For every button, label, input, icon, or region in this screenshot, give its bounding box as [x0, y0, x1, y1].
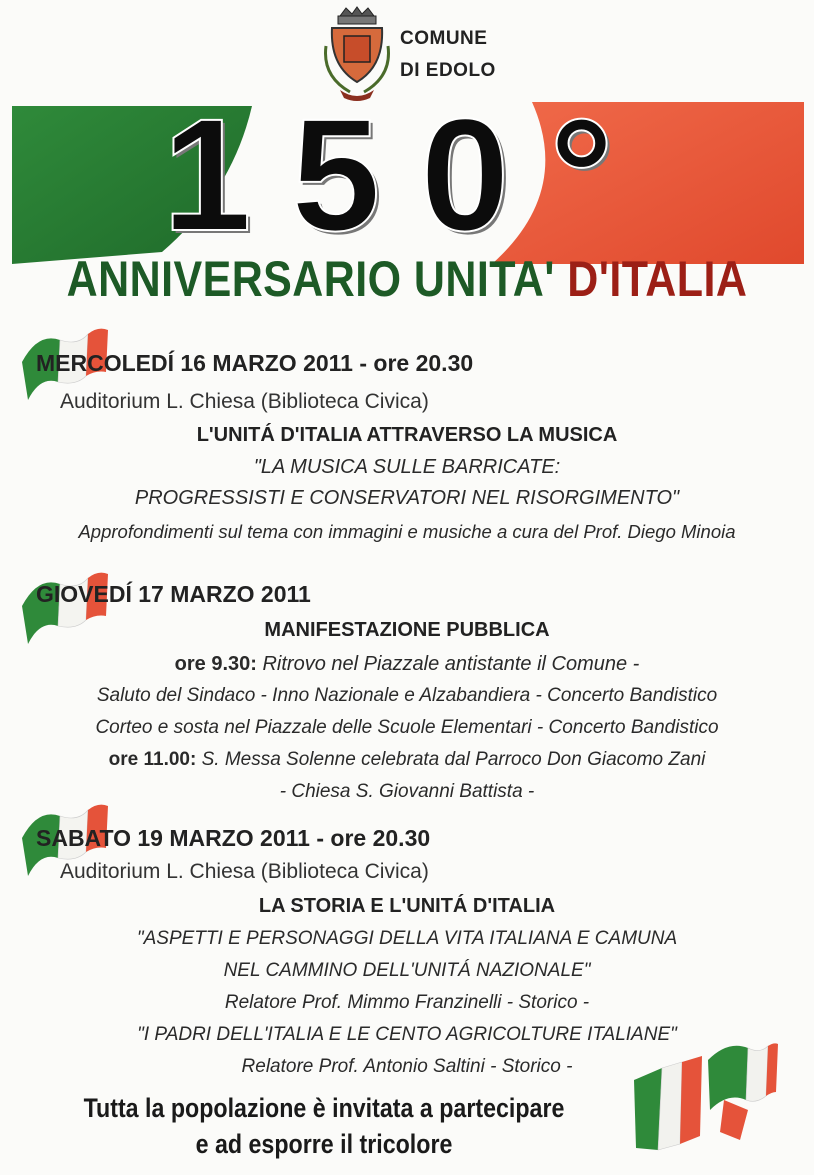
- tricolor-flags-icon: [628, 1040, 778, 1158]
- subtitle-part2: D'ITALIA: [567, 251, 748, 307]
- event2-line4-text: S. Messa Solenne celebrata dal Parroco Don Giacomo Zani: [196, 749, 706, 770]
- comune-title-line2: DI EDOLO: [400, 60, 496, 81]
- event3-quote-line1: "ASPETTI E PERSONAGGI DELLA VITA ITALIANA E CAMUNA: [136, 928, 678, 949]
- event2-line2: Saluto del Sindaco - Inno Nazionale e Alzabandiera - Concerto Bandistico: [96, 685, 718, 706]
- event2-line5: - Chiesa S. Giovanni Battista -: [279, 781, 535, 802]
- anniversary-subtitle: [57, 250, 757, 308]
- event2-line1-text: Ritrovo nel Piazzale antistante il Comune -: [256, 653, 640, 675]
- event1-theme: L'UNITÁ D'ITALIA ATTRAVERSO LA MUSICA: [196, 424, 618, 446]
- event1-quote-line2: PROGRESSISTI E CONSERVATORI NEL RISORGIMENTO": [134, 487, 680, 509]
- event2-line1-time: ore 9.30:: [174, 653, 257, 675]
- subtitle-part1: ANNIVERSARIO UNITA': [66, 251, 555, 307]
- event2-line1: [0, 651, 814, 677]
- event2-theme: MANIFESTAZIONE PUBBLICA: [264, 619, 550, 641]
- comune-title-line1: COMUNE: [400, 28, 488, 49]
- event1-date: MERCOLEDÍ 16 MARZO 2011: [36, 350, 353, 376]
- event1-venue: Auditorium L. Chiesa (Biblioteca Civica): [60, 390, 429, 413]
- event3-quote2: "I PADRI DELL'ITALIA E LE CENTO AGRICOLTURE ITALIANE": [137, 1024, 677, 1045]
- event1-time: - ore 20.30: [359, 350, 474, 376]
- event2-title: GIOVEDÍ 17 MARZO 2011: [36, 581, 311, 607]
- event3-venue: Auditorium L. Chiesa (Biblioteca Civica): [60, 860, 429, 883]
- event2-line3: Corteo e sosta nel Piazzale delle Scuole Elementari - Concerto Bandistico: [95, 717, 719, 738]
- event3-quote-line2: NEL CAMMINO DELL'UNITÁ NAZIONALE": [223, 960, 591, 981]
- event1-quote-line1: "LA MUSICA SULLE BARRICATE:: [253, 456, 561, 478]
- closing-line2: e ad esporre il tricolore: [195, 1129, 453, 1159]
- event3-speaker2: Relatore Prof. Antonio Saltini - Storico -: [241, 1056, 573, 1077]
- event3-theme: LA STORIA E L'UNITÁ D'ITALIA: [258, 895, 556, 917]
- closing-line1: Tutta la popolazione è invitata a partecipare: [83, 1093, 565, 1123]
- event3-title: [36, 825, 430, 851]
- event3-speaker1: Relatore Prof. Mimmo Franzinelli - Storico -: [224, 992, 590, 1013]
- event3-date: SABATO 19 MARZO 2011: [36, 825, 310, 851]
- event3-time: - ore 20.30: [316, 825, 431, 851]
- event2-line4: [0, 747, 814, 773]
- closing-message: [75, 1090, 574, 1162]
- event2-line4-time: ore 11.00:: [108, 749, 197, 770]
- event1-note: Approfondimenti sul tema con immagini e musiche a cura del Prof. Diego Minoia: [78, 521, 736, 542]
- event1-title: [36, 350, 473, 376]
- anniversary-number: 150°: [162, 85, 654, 264]
